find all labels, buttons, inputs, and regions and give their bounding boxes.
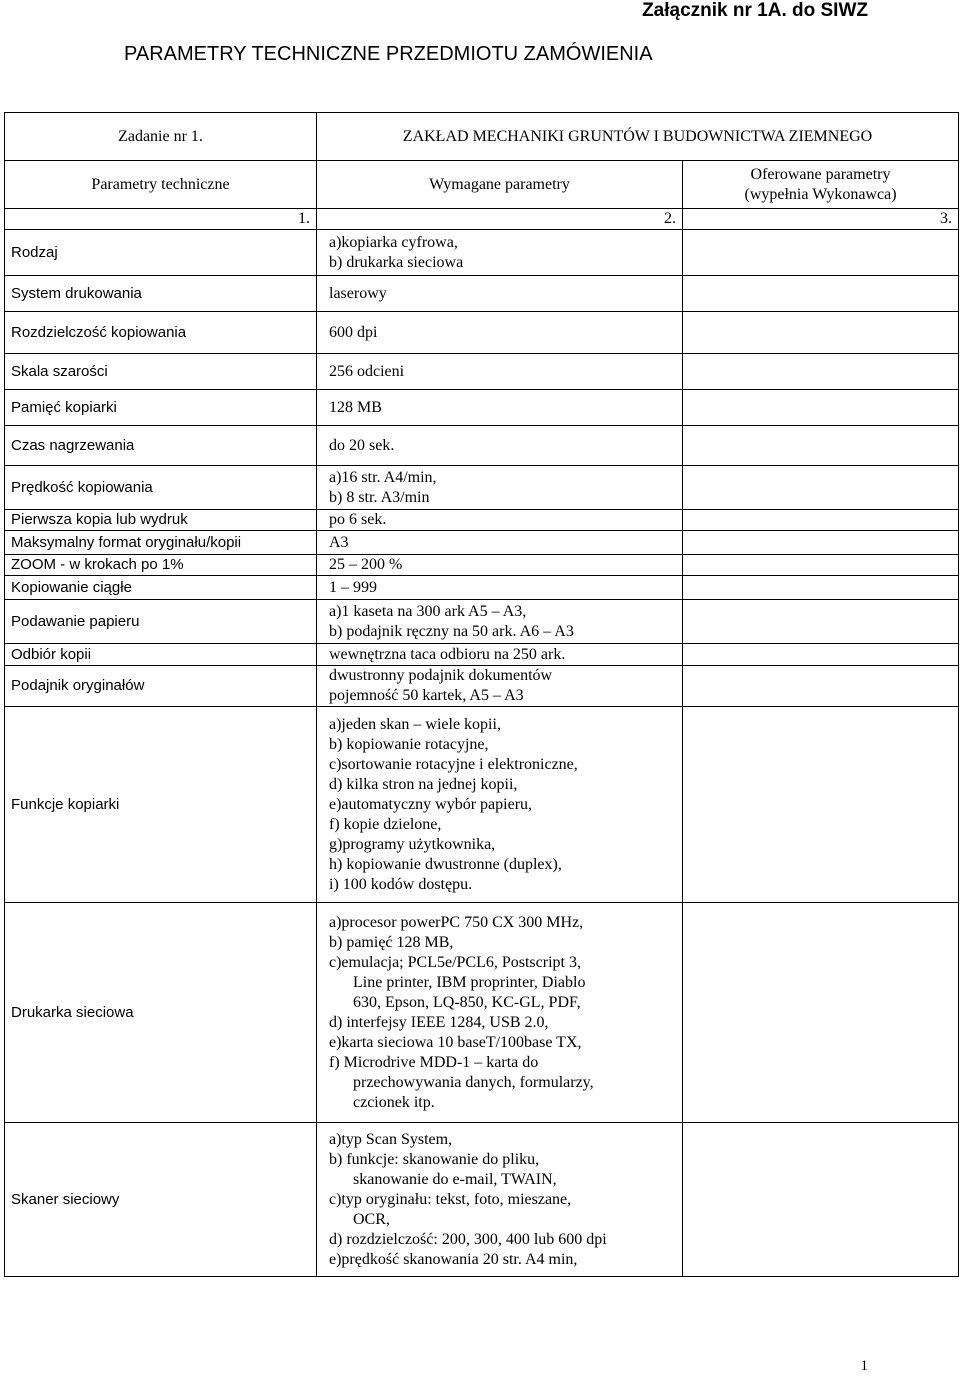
table-row xyxy=(5,531,959,555)
required-value xyxy=(317,276,683,312)
offered-value-cell[interactable] xyxy=(683,666,959,707)
required-value xyxy=(317,1123,683,1277)
param-name: Maksymalny format oryginału/kopii xyxy=(5,531,317,555)
table-row xyxy=(5,276,959,312)
param-name: Skaner sieciowy xyxy=(5,1123,317,1277)
value-line: b) kopiowanie rotacyjne, xyxy=(329,735,489,753)
task-row xyxy=(5,113,959,161)
spec-table xyxy=(4,112,959,1277)
value-line: Line printer, IBM proprinter, Diablo xyxy=(353,973,586,991)
offered-value-cell[interactable] xyxy=(683,600,959,644)
task-label: Zadanie nr 1. xyxy=(5,113,317,161)
value-line: b) funkcje: skanowanie do pliku, xyxy=(329,1150,540,1168)
param-name: Czas nagrzewania xyxy=(5,426,317,466)
required-value xyxy=(317,666,683,707)
param-name: Funkcje kopiarki xyxy=(5,707,317,903)
param-name: Rodzaj xyxy=(5,230,317,276)
table-row xyxy=(5,555,959,576)
param-name: ZOOM - w krokach po 1% xyxy=(5,555,317,576)
value-line: i) 100 kodów dostępu. xyxy=(329,875,473,893)
value-line: d) interfejsy IEEE 1284, USB 2.0, xyxy=(329,1013,549,1031)
required-value xyxy=(317,312,683,354)
value-line: 128 MB xyxy=(329,398,382,416)
value-line: do 20 sek. xyxy=(329,436,395,454)
value-line: c)emulacja; PCL5e/PCL6, Postscript 3, xyxy=(329,953,581,971)
value-line: b) podajnik ręczny na 50 ark. A6 – A3 xyxy=(329,622,574,640)
required-value xyxy=(317,510,683,531)
value-line: a)kopiarka cyfrowa, xyxy=(329,233,458,251)
offered-value-cell[interactable] xyxy=(683,354,959,390)
required-value xyxy=(317,903,683,1123)
value-line: laserowy xyxy=(329,284,387,302)
table-row xyxy=(5,666,959,707)
value-line: 630, Epson, LQ-850, KC-GL, PDF, xyxy=(353,993,581,1011)
param-name: Pierwsza kopia lub wydruk xyxy=(5,510,317,531)
offered-value-cell[interactable] xyxy=(683,230,959,276)
param-name: Rozdzielczość kopiowania xyxy=(5,312,317,354)
param-name: Podawanie papieru xyxy=(5,600,317,644)
table-row xyxy=(5,230,959,276)
required-value xyxy=(317,466,683,510)
value-line: a)16 str. A4/min, xyxy=(329,468,437,486)
value-line: czcionek itp. xyxy=(353,1093,435,1111)
value-line: d) kilka stron na jednej kopii, xyxy=(329,775,518,793)
value-line: 25 – 200 % xyxy=(329,556,403,573)
offered-value-cell[interactable] xyxy=(683,426,959,466)
col-number-2: 2. xyxy=(317,209,683,230)
offered-value-cell[interactable] xyxy=(683,531,959,555)
col-header-offered xyxy=(683,161,959,209)
table-row xyxy=(5,510,959,531)
value-line: e)prędkość skanowania 20 str. A4 min, xyxy=(329,1250,578,1268)
offered-value-cell[interactable] xyxy=(683,510,959,531)
value-line: przechowywania danych, formularzy, xyxy=(353,1073,594,1091)
value-line: b) drukarka sieciowa xyxy=(329,253,464,271)
value-line: c)sortowanie rotacyjne i elektroniczne, xyxy=(329,755,578,773)
required-value xyxy=(317,390,683,426)
required-value xyxy=(317,600,683,644)
table-row xyxy=(5,576,959,600)
value-line: a)procesor powerPC 750 CX 300 MHz, xyxy=(329,913,584,931)
value-line: 600 dpi xyxy=(329,323,378,341)
param-name: Pamięć kopiarki xyxy=(5,390,317,426)
offered-value-cell[interactable] xyxy=(683,312,959,354)
table-row xyxy=(5,644,959,666)
offered-value-cell[interactable] xyxy=(683,276,959,312)
col-header-params: Parametry techniczne xyxy=(5,161,317,209)
value-line: g)programy użytkownika, xyxy=(329,835,496,853)
column-header-row xyxy=(5,161,959,209)
col-header-offered-line2: (wypełnia Wykonawca) xyxy=(744,185,897,203)
param-name: Drukarka sieciowa xyxy=(5,903,317,1123)
offered-value-cell[interactable] xyxy=(683,903,959,1123)
col-number-3: 3. xyxy=(683,209,959,230)
column-number-row xyxy=(5,209,959,230)
value-line: h) kopiowanie dwustronne (duplex), xyxy=(329,855,562,873)
offered-value-cell[interactable] xyxy=(683,644,959,666)
required-value xyxy=(317,230,683,276)
document-title: PARAMETRY TECHNICZNE PRZEDMIOTU ZAMÓWIENIA xyxy=(124,43,653,65)
table-row xyxy=(5,707,959,903)
annex-label: Załącznik nr 1A. do SIWZ xyxy=(642,0,868,21)
value-line: f) kopie dzielone, xyxy=(329,815,442,833)
value-line: A3 xyxy=(329,533,349,551)
required-value xyxy=(317,576,683,600)
required-value xyxy=(317,354,683,390)
param-name: Skala szarości xyxy=(5,354,317,390)
required-value xyxy=(317,531,683,555)
value-line: OCR, xyxy=(353,1210,390,1228)
value-line: a)1 kaseta na 300 ark A5 – A3, xyxy=(329,602,527,620)
table-row xyxy=(5,466,959,510)
value-line: a)jeden skan – wiele kopii, xyxy=(329,715,501,733)
table-row xyxy=(5,390,959,426)
value-line: e)automatyczny wybór papieru, xyxy=(329,795,533,813)
offered-value-cell[interactable] xyxy=(683,466,959,510)
offered-value-cell[interactable] xyxy=(683,390,959,426)
param-name: Kopiowanie ciągłe xyxy=(5,576,317,600)
table-row xyxy=(5,600,959,644)
value-line: a)typ Scan System, xyxy=(329,1130,453,1148)
table-row xyxy=(5,426,959,466)
offered-value-cell[interactable] xyxy=(683,1123,959,1277)
param-name: System drukowania xyxy=(5,276,317,312)
page-number: 1 xyxy=(860,1358,868,1374)
value-line: dwustronny podajnik dokumentów xyxy=(329,667,553,684)
task-name: ZAKŁAD MECHANIKI GRUNTÓW I BUDOWNICTWA ZIEMNEGO xyxy=(317,113,959,161)
value-line: c)typ oryginału: tekst, foto, mieszane, xyxy=(329,1190,572,1208)
table-row xyxy=(5,312,959,354)
offered-value-cell[interactable] xyxy=(683,555,959,576)
value-line: 256 odcieni xyxy=(329,362,405,380)
value-line: po 6 sek. xyxy=(329,511,387,528)
value-line: f) Microdrive MDD-1 – karta do xyxy=(329,1053,539,1071)
col-number-1: 1. xyxy=(5,209,317,230)
param-name: Odbiór kopii xyxy=(5,644,317,666)
offered-value-cell[interactable] xyxy=(683,576,959,600)
required-value xyxy=(317,644,683,666)
table-row xyxy=(5,1123,959,1277)
required-value xyxy=(317,426,683,466)
value-line: b) 8 str. A3/min xyxy=(329,488,430,506)
value-line: wewnętrzna taca odbioru na 250 ark. xyxy=(329,645,566,663)
value-line: skanowanie do e-mail, TWAIN, xyxy=(353,1170,557,1188)
table-row xyxy=(5,903,959,1123)
required-value xyxy=(317,707,683,903)
value-line: e)karta sieciowa 10 baseT/100base TX, xyxy=(329,1033,582,1051)
value-line: 1 – 999 xyxy=(329,578,377,596)
col-header-offered-line1: Oferowane parametry xyxy=(750,165,891,183)
param-name: Prędkość kopiowania xyxy=(5,466,317,510)
value-line: d) rozdzielczość: 200, 300, 400 lub 600 dpi xyxy=(329,1230,607,1248)
required-value xyxy=(317,555,683,576)
col-header-required: Wymagane parametry xyxy=(317,161,683,209)
value-line: pojemność 50 kartek, A5 – A3 xyxy=(329,687,524,704)
offered-value-cell[interactable] xyxy=(683,707,959,903)
value-line: b) pamięć 128 MB, xyxy=(329,933,454,951)
param-name: Podajnik oryginałów xyxy=(5,666,317,707)
table-row xyxy=(5,354,959,390)
